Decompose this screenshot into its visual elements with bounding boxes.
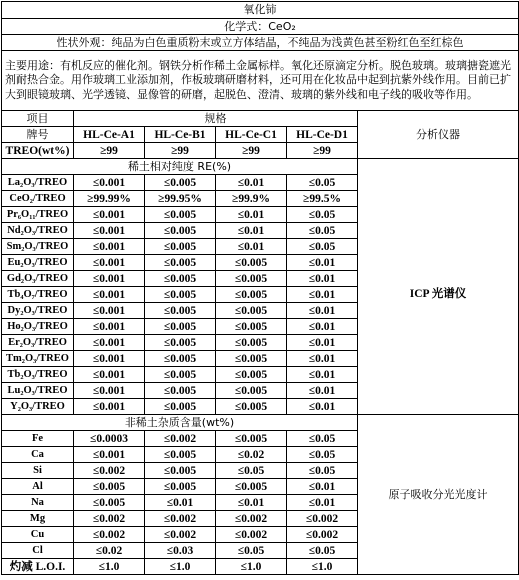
re-row-value: ≤0.001 [74, 255, 145, 271]
re-row-label: Nd₂O₃/TREO [2, 223, 74, 239]
re-row-value: ≤0.001 [74, 383, 145, 399]
treo-label: TREO(wt%) [2, 143, 74, 159]
impurity-row-value: ≤0.002 [74, 511, 145, 527]
appearance-text: 性状外观：纯品为白色重质粉末或立方体结晶，不纯品为浅黄色甚至粉红色至红棕色 [2, 35, 519, 51]
header-row-1 [2, 111, 519, 127]
re-row-label: Gd₂O₃/TREO [2, 271, 74, 287]
impurity-row-label: Cl [2, 543, 74, 559]
impurity-row-value: ≤0.01 [287, 479, 358, 495]
usage-text: 主要用途：有机反应的催化剂。钢铁分析作稀土金属标样。氧化还原滴定分析。脱色玻璃。玻璃搪瓷遮光剂耐热合金。用作玻璃工业添加剂，作板玻璃研磨材料，还可用在化妆品中起到抗紫外线作用。目前已扩大到眼镜玻璃、光学透镜、显像管的研磨，起脱色、澄清、玻璃的紫外线和电子线的吸收等作用。 [2, 51, 519, 111]
re-row-value: ≤0.05 [287, 207, 358, 223]
impurity-row-value: ≤0.05 [287, 463, 358, 479]
re-row-label: Lu₂O₃/TREO [2, 383, 74, 399]
treo-value: ≥99 [74, 143, 145, 159]
loi-value: ≤1.0 [145, 559, 216, 575]
loi-value: ≤1.0 [74, 559, 145, 575]
loi-value: ≤1.0 [216, 559, 287, 575]
re-row-value: ≤0.005 [145, 303, 216, 319]
treo-value: ≥99 [145, 143, 216, 159]
re-row-value: ≤0.005 [145, 383, 216, 399]
re-row-value: ≤0.005 [216, 319, 287, 335]
re-row-value: ≤0.01 [287, 351, 358, 367]
impurity-row-value: ≤0.005 [145, 447, 216, 463]
re-rows [2, 175, 519, 415]
re-row-value: ≤0.01 [287, 383, 358, 399]
loi-value: ≤1.0 [287, 559, 358, 575]
grade-cell: HL-Ce-C1 [216, 127, 287, 143]
re-row-value: ≥99.99% [74, 191, 145, 207]
re-row-value: ≤0.005 [145, 223, 216, 239]
re-row-value: ≤0.01 [287, 287, 358, 303]
re-row-value: ≤0.001 [74, 351, 145, 367]
re-row-value: ≤0.05 [287, 239, 358, 255]
impurity-row-value: ≤0.02 [74, 543, 145, 559]
re-row-label: Eu₂O₃/TREO [2, 255, 74, 271]
spec-header: 规格 [74, 111, 358, 127]
re-row-value: ≤0.005 [145, 239, 216, 255]
re-row-value: ≤0.001 [74, 335, 145, 351]
grade-cell: HL-Ce-B1 [145, 127, 216, 143]
impurity-row-value: ≤0.05 [287, 431, 358, 447]
impurity-row-value: ≤0.002 [287, 527, 358, 543]
re-row-value: ≤0.005 [216, 351, 287, 367]
re-row-value: ≤0.005 [145, 255, 216, 271]
impurity-row-value: ≤0.005 [74, 495, 145, 511]
spec-sheet [1, 1, 518, 575]
impurity-row-label: Cu [2, 527, 74, 543]
re-row-value: ≤0.005 [145, 399, 216, 415]
impurity-blank-cell [358, 415, 519, 431]
re-row-value: ≤0.001 [74, 367, 145, 383]
spec-table [1, 1, 519, 575]
re-row-value: ≤0.001 [74, 287, 145, 303]
item-header: 项目 [2, 111, 74, 127]
re-row-value: ≤0.001 [74, 175, 145, 191]
re-row-label: Y₂O₃/TREO [2, 399, 74, 415]
re-instrument: ICP 光谱仪 [358, 175, 519, 415]
re-row-value: ≤0.01 [287, 335, 358, 351]
appearance-row [2, 35, 519, 51]
grade-cell: HL-Ce-D1 [287, 127, 358, 143]
impurity-rows [2, 431, 519, 559]
impurity-row-value: ≤0.002 [145, 431, 216, 447]
re-row-value: ≤0.01 [216, 207, 287, 223]
re-row-value: ≤0.01 [287, 255, 358, 271]
chemical-formula: 化学式：CeO₂ [2, 19, 519, 35]
re-row-value: ≤0.005 [216, 367, 287, 383]
re-row-value: ≤0.001 [74, 271, 145, 287]
title-row [2, 2, 519, 19]
re-row-label: Er₂O₃/TREO [2, 335, 74, 351]
impurity-row-label: Ca [2, 447, 74, 463]
re-row-value: ≤0.001 [74, 239, 145, 255]
impurity-row-value: ≤0.005 [216, 431, 287, 447]
impurity-row-value: ≤0.002 [216, 511, 287, 527]
impurity-row-label: Mg [2, 511, 74, 527]
impurity-row-label: Na [2, 495, 74, 511]
re-row-value: ≤0.01 [216, 239, 287, 255]
re-row-value: ≤0.05 [287, 175, 358, 191]
impurity-row-value: ≤0.002 [74, 463, 145, 479]
re-blank-cell [358, 159, 519, 175]
re-row-value: ≤0.001 [74, 319, 145, 335]
impurity-row-value: ≤0.01 [145, 495, 216, 511]
instrument-header: 分析仪器 [358, 111, 519, 159]
re-row-label: Dy₂O₃/TREO [2, 303, 74, 319]
re-row-value: ≤0.005 [145, 351, 216, 367]
re-row-value: ≤0.005 [216, 303, 287, 319]
impurity-row-value: ≤0.01 [216, 495, 287, 511]
re-row-label: Pr₆O₁₁/TREO [2, 207, 74, 223]
re-row-label: Ho₂O₃/TREO [2, 319, 74, 335]
impurity-row-value: ≤0.005 [145, 479, 216, 495]
re-row-label: La₂O₃/TREO [2, 175, 74, 191]
impurity-row-value: ≤0.002 [145, 511, 216, 527]
re-row-value: ≤0.001 [74, 207, 145, 223]
re-row-value: ≤0.001 [74, 223, 145, 239]
grade-label: 牌号 [2, 127, 74, 143]
re-section-title: 稀土相对纯度 RE(%) [2, 159, 358, 175]
re-row-value: ≤0.005 [145, 319, 216, 335]
re-row-value: ≤0.005 [216, 255, 287, 271]
re-row-value: ≤0.01 [287, 271, 358, 287]
grade-cell: HL-Ce-A1 [74, 127, 145, 143]
page-title: 氧化铈 [2, 2, 519, 19]
impurity-row-value: ≤0.05 [287, 543, 358, 559]
impurity-instrument: 原子吸收分光光度计 [358, 431, 519, 559]
impurity-row-value: ≤0.0003 [74, 431, 145, 447]
re-row-value: ≤0.005 [216, 271, 287, 287]
impurity-row-label: Fe [2, 431, 74, 447]
re-row-value: ≥99.5% [287, 191, 358, 207]
re-row-value: ≤0.05 [287, 223, 358, 239]
formula-row [2, 19, 519, 35]
re-row-value: ≤0.005 [145, 335, 216, 351]
impurity-row-value: ≤0.03 [145, 543, 216, 559]
impurity-row-value: ≤0.005 [216, 479, 287, 495]
impurity-row-value: ≤0.01 [287, 495, 358, 511]
impurity-row-value: ≤0.002 [287, 511, 358, 527]
re-row-label: Tb₄O₇/TREO [2, 287, 74, 303]
re-row-label: Tb₂O₃/TREO [2, 367, 74, 383]
re-row-label: Tm₂O₃/TREO [2, 351, 74, 367]
re-row-value: ≤0.005 [216, 335, 287, 351]
re-row-value: ≤0.01 [287, 303, 358, 319]
re-row-value: ≤0.005 [145, 207, 216, 223]
re-section-header [2, 159, 519, 175]
re-row-value: ≥99.95% [145, 191, 216, 207]
impurity-row [2, 431, 519, 447]
impurity-row-value: ≤0.05 [216, 543, 287, 559]
loi-row [2, 559, 519, 575]
re-row-value: ≤0.005 [145, 287, 216, 303]
impurity-row-label: Al [2, 479, 74, 495]
re-row-value: ≤0.001 [74, 399, 145, 415]
re-row [2, 175, 519, 191]
re-row-label: CeO₂/TREO [2, 191, 74, 207]
re-row-value: ≤0.005 [216, 399, 287, 415]
loi-label: 灼减 L.O.I. [2, 559, 74, 575]
usage-row [2, 51, 519, 111]
impurity-section-header [2, 415, 519, 431]
re-row-value: ≤0.005 [145, 175, 216, 191]
re-row-value: ≤0.01 [287, 319, 358, 335]
re-row-value: ≤0.01 [216, 175, 287, 191]
re-row-value: ≤0.005 [145, 367, 216, 383]
re-row-value: ≤0.01 [287, 367, 358, 383]
impurity-row-value: ≤0.005 [74, 479, 145, 495]
re-row-value: ≤0.01 [287, 399, 358, 415]
re-row-label: Sm₂O₃/TREO [2, 239, 74, 255]
impurity-section-title: 非稀土杂质含量(wt%) [2, 415, 358, 431]
impurity-row-value: ≤0.05 [287, 447, 358, 463]
re-row-value: ≤0.005 [216, 383, 287, 399]
re-row-value: ≤0.01 [216, 223, 287, 239]
re-row-value: ≤0.005 [145, 271, 216, 287]
impurity-row-value: ≤0.002 [74, 527, 145, 543]
re-row-value: ≤0.001 [74, 303, 145, 319]
treo-value: ≥99 [216, 143, 287, 159]
re-row-value: ≤0.005 [216, 287, 287, 303]
impurity-row-value: ≤0.05 [216, 463, 287, 479]
impurity-row-value: ≤0.001 [74, 447, 145, 463]
loi-instrument-cell [358, 559, 519, 575]
impurity-row-value: ≤0.002 [216, 527, 287, 543]
impurity-row-value: ≤0.005 [145, 463, 216, 479]
impurity-row-value: ≤0.02 [216, 447, 287, 463]
impurity-row-label: Si [2, 463, 74, 479]
re-row-value: ≥99.9% [216, 191, 287, 207]
treo-value: ≥99 [287, 143, 358, 159]
impurity-row-value: ≤0.002 [145, 527, 216, 543]
